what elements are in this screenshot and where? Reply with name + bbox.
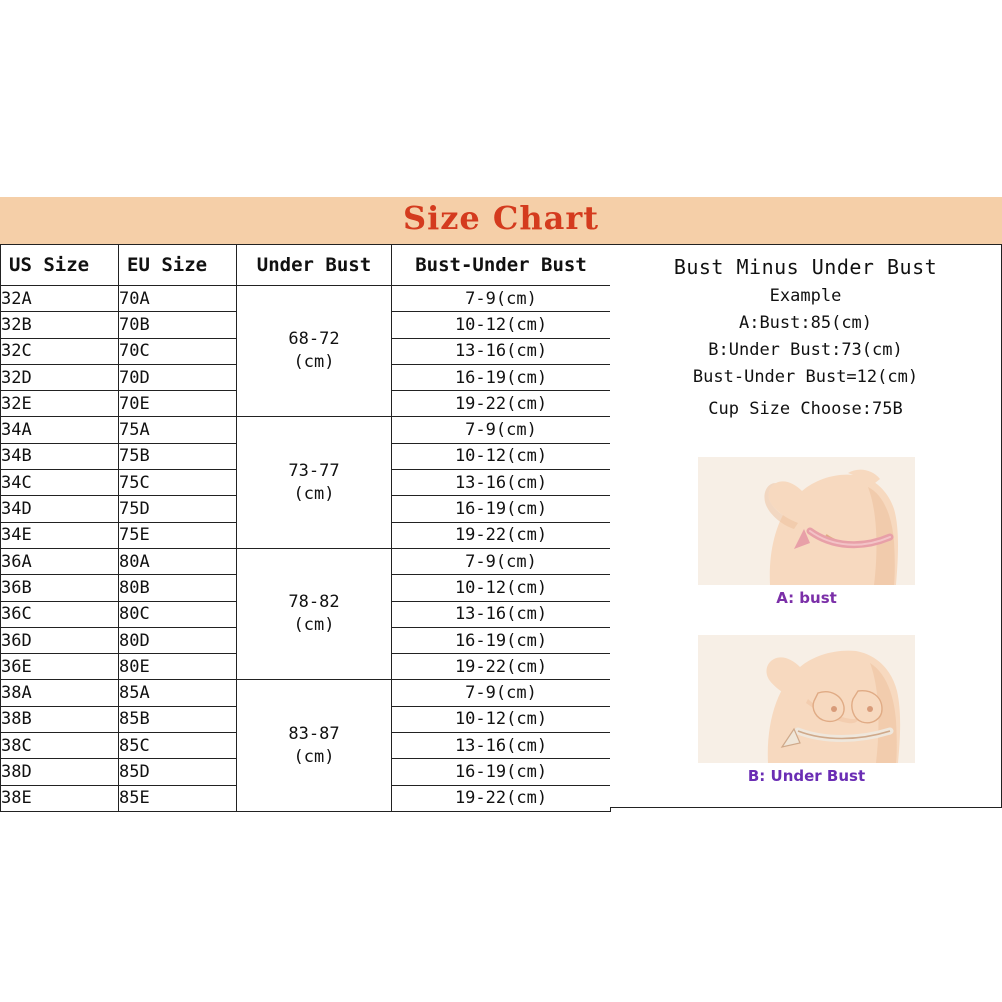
cell-eu-size: 85A [119, 680, 237, 706]
column-header-us-size: US Size [1, 245, 119, 286]
cell-us-size: 38B [1, 706, 119, 732]
cell-diff: 10-12(cm) [392, 575, 611, 601]
table-row [1, 417, 611, 443]
figure-bust [698, 457, 915, 607]
table-header-row [1, 245, 611, 286]
cell-diff: 19-22(cm) [392, 522, 611, 548]
cell-eu-size: 85D [119, 759, 237, 785]
bust-measure-illustration [698, 457, 915, 585]
cell-diff: 13-16(cm) [392, 470, 611, 496]
cell-us-size: 32A [1, 286, 119, 312]
under-bust-unit: (cm) [293, 352, 335, 373]
cell-diff: 19-22(cm) [392, 785, 611, 811]
figure-under-bust [698, 635, 915, 785]
column-header-eu-size: EU Size [119, 245, 237, 286]
cell-us-size: 36B [1, 575, 119, 601]
under-bust-value: 78-82 [288, 592, 340, 613]
table-row [1, 680, 611, 706]
cell-under-bust-range [237, 286, 392, 417]
under-bust-value: 73-77 [288, 460, 340, 481]
cell-eu-size: 75D [119, 496, 237, 522]
cell-eu-size: 75B [119, 443, 237, 469]
cell-us-size: 34C [1, 470, 119, 496]
table-row [1, 548, 611, 574]
cell-us-size: 34A [1, 417, 119, 443]
under-bust-value: 83-87 [288, 723, 340, 744]
cell-eu-size: 75E [119, 522, 237, 548]
cell-us-size: 38E [1, 785, 119, 811]
cell-eu-size: 70A [119, 286, 237, 312]
cell-diff: 10-12(cm) [392, 443, 611, 469]
title-banner [0, 197, 1002, 244]
cell-eu-size: 80D [119, 627, 237, 653]
cell-eu-size: 70C [119, 338, 237, 364]
example-difference-line: Bust-Under Bust=12(cm) [692, 367, 919, 387]
cell-us-size: 38C [1, 733, 119, 759]
cell-diff: 16-19(cm) [392, 759, 611, 785]
under-bust-unit: (cm) [293, 615, 335, 636]
cell-diff: 7-9(cm) [392, 417, 611, 443]
cell-diff: 16-19(cm) [392, 364, 611, 390]
explanation-panel [610, 244, 1002, 808]
cell-diff: 19-22(cm) [392, 391, 611, 417]
table-row [1, 286, 611, 312]
under-bust-value: 68-72 [288, 329, 340, 350]
cell-eu-size: 70B [119, 312, 237, 338]
cell-us-size: 36A [1, 548, 119, 574]
size-table [0, 244, 611, 812]
cell-us-size: 36C [1, 601, 119, 627]
cell-diff: 13-16(cm) [392, 733, 611, 759]
cell-diff: 16-19(cm) [392, 496, 611, 522]
cell-diff: 19-22(cm) [392, 654, 611, 680]
cell-eu-size: 70D [119, 364, 237, 390]
under-bust-unit: (cm) [293, 483, 335, 504]
cell-eu-size: 80A [119, 548, 237, 574]
cell-eu-size: 85B [119, 706, 237, 732]
cell-eu-size: 80B [119, 575, 237, 601]
panel-heading: Bust Minus Under Bust [673, 255, 938, 279]
example-label: Example [769, 286, 842, 306]
cell-under-bust-range [237, 417, 392, 548]
cell-eu-size: 70E [119, 391, 237, 417]
cell-diff: 16-19(cm) [392, 627, 611, 653]
cell-eu-size: 85C [119, 733, 237, 759]
cell-eu-size: 85E [119, 785, 237, 811]
cell-eu-size: 80C [119, 601, 237, 627]
cell-diff: 13-16(cm) [392, 601, 611, 627]
cell-diff: 7-9(cm) [392, 548, 611, 574]
column-header-under-bust: Under Bust [237, 245, 392, 286]
cell-us-size: 32E [1, 391, 119, 417]
cell-eu-size: 75A [119, 417, 237, 443]
cell-us-size: 32B [1, 312, 119, 338]
cell-under-bust-range [237, 548, 392, 679]
cell-us-size: 36E [1, 654, 119, 680]
cell-us-size: 38A [1, 680, 119, 706]
example-under-bust-line: B:Under Bust:73(cm) [708, 340, 903, 360]
column-header-bust-minus-under-bust: Bust-Under Bust [392, 245, 611, 286]
cell-us-size: 36D [1, 627, 119, 653]
figure-bust-image [698, 457, 915, 585]
cell-eu-size: 80E [119, 654, 237, 680]
under-bust-unit: (cm) [293, 746, 335, 767]
cell-diff: 13-16(cm) [392, 338, 611, 364]
figure-bust-caption: A: bust [776, 589, 837, 607]
example-result-line: Cup Size Choose:75B [708, 399, 903, 419]
under-bust-measure-illustration [698, 635, 915, 763]
cell-us-size: 32D [1, 364, 119, 390]
figure-under-bust-image [698, 635, 915, 763]
size-chart-block [0, 197, 1002, 808]
cell-us-size: 34B [1, 443, 119, 469]
cell-diff: 10-12(cm) [392, 706, 611, 732]
cell-us-size: 32C [1, 338, 119, 364]
example-bust-line: A:Bust:85(cm) [738, 313, 873, 333]
page-title: Size Chart [402, 199, 600, 237]
figure-under-bust-caption: B: Under Bust [747, 767, 866, 785]
cell-diff: 7-9(cm) [392, 680, 611, 706]
cell-us-size: 34E [1, 522, 119, 548]
cell-diff: 7-9(cm) [392, 286, 611, 312]
cell-diff: 10-12(cm) [392, 312, 611, 338]
cell-us-size: 34D [1, 496, 119, 522]
cell-under-bust-range [237, 680, 392, 811]
cell-us-size: 38D [1, 759, 119, 785]
cell-eu-size: 75C [119, 470, 237, 496]
